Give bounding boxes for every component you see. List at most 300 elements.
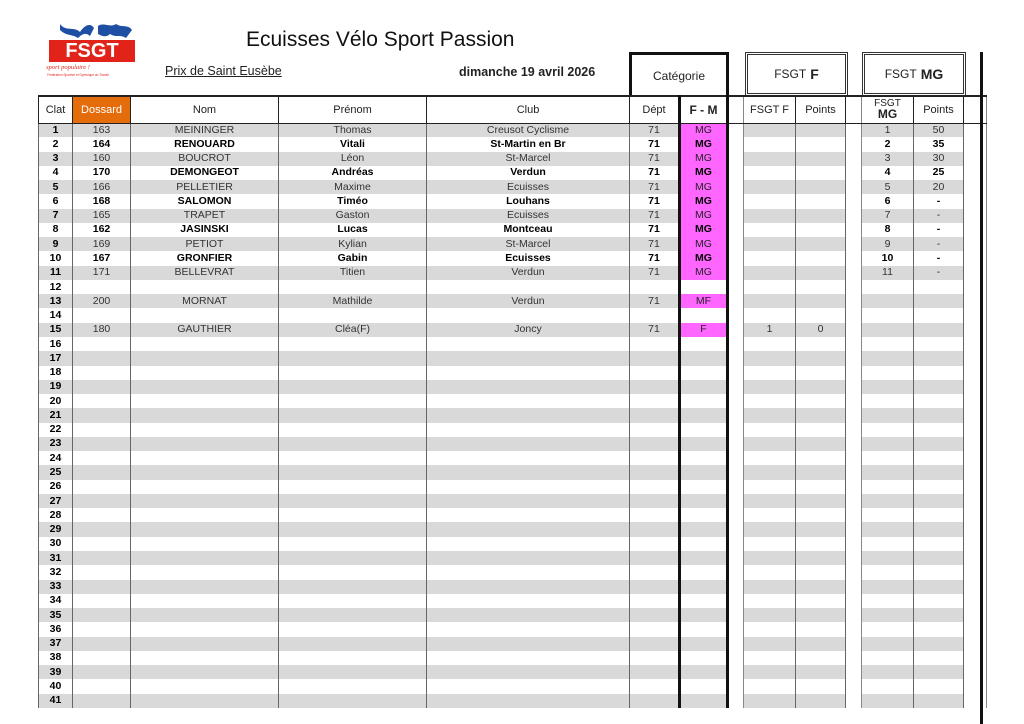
cell-dept [630, 594, 680, 608]
cell-fsgt-f [744, 166, 796, 180]
cell-club: Creusot Cyclisme [427, 123, 630, 137]
cell-dept [630, 522, 680, 536]
table-header-row [39, 96, 987, 123]
fsgt-logo-graphic [46, 20, 141, 80]
cell-gap [846, 508, 862, 522]
cell-clat: 31 [39, 551, 73, 565]
table-row [39, 123, 987, 137]
cell-nom: MEININGER [131, 123, 279, 137]
table-row [39, 423, 987, 437]
cell-dept [630, 408, 680, 422]
cell-fsgt-mg [862, 280, 914, 294]
cell-clat: 1 [39, 123, 73, 137]
cell-gap [728, 394, 744, 408]
cell-gap [964, 622, 987, 636]
table-row [39, 366, 987, 380]
col-fsgt-f: FSGT F [744, 96, 796, 123]
cell-dossard [73, 594, 131, 608]
cell-fsgt-f [744, 423, 796, 437]
cell-points-mg: - [914, 194, 964, 208]
cell-nom [131, 308, 279, 322]
cell-prenom [279, 480, 427, 494]
cell-gap [964, 180, 987, 194]
cell-points-f [796, 565, 846, 579]
cell-nom [131, 437, 279, 451]
cell-dept: 71 [630, 251, 680, 265]
cell-prenom [279, 608, 427, 622]
cell-nom [131, 508, 279, 522]
cell-points-mg: - [914, 209, 964, 223]
cell-fsgt-f [744, 137, 796, 151]
cell-points-mg: 25 [914, 166, 964, 180]
cell-fsgt-f [744, 451, 796, 465]
table-row [39, 266, 987, 280]
cell-gap [846, 522, 862, 536]
cell-points-f [796, 394, 846, 408]
cell-dossard [73, 437, 131, 451]
cell-gap [728, 565, 744, 579]
cell-gap [846, 651, 862, 665]
cell-points-mg [914, 580, 964, 594]
cell-gap [964, 366, 987, 380]
cell-gap [728, 152, 744, 166]
cell-gap [846, 152, 862, 166]
cell-nom [131, 679, 279, 693]
cell-dossard: 162 [73, 223, 131, 237]
cell-points-f [796, 437, 846, 451]
cell-prenom [279, 694, 427, 708]
col-points-mg: Points [914, 96, 964, 123]
cell-cat [680, 522, 728, 536]
cell-club [427, 594, 630, 608]
cell-clat: 25 [39, 465, 73, 479]
cell-gap [728, 308, 744, 322]
cell-cat: MG [680, 209, 728, 223]
cell-prenom: Thomas [279, 123, 427, 137]
cell-club [427, 308, 630, 322]
cell-points-f [796, 251, 846, 265]
cell-gap [846, 408, 862, 422]
cell-fsgt-mg [862, 294, 914, 308]
cell-gap [964, 508, 987, 522]
cell-gap [728, 194, 744, 208]
cell-gap [846, 423, 862, 437]
cell-cat: MF [680, 294, 728, 308]
table-row [39, 308, 987, 322]
cell-points-f [796, 665, 846, 679]
fsgt-f-suffix: F [810, 66, 819, 82]
cell-dossard [73, 480, 131, 494]
cell-nom: PELLETIER [131, 180, 279, 194]
cell-clat: 21 [39, 408, 73, 422]
cell-gap [964, 394, 987, 408]
cell-points-mg [914, 537, 964, 551]
cell-prenom [279, 594, 427, 608]
cell-nom: DEMONGEOT [131, 166, 279, 180]
cell-points-mg: 20 [914, 180, 964, 194]
cell-points-mg: 35 [914, 137, 964, 151]
cell-gap [846, 665, 862, 679]
cell-gap [846, 622, 862, 636]
cell-fsgt-f [744, 380, 796, 394]
cell-clat: 29 [39, 522, 73, 536]
cell-points-mg [914, 480, 964, 494]
cell-points-f [796, 223, 846, 237]
cell-club: Ecuisses [427, 209, 630, 223]
col-dossard: Dossard [73, 96, 131, 123]
cell-points-mg [914, 437, 964, 451]
cell-dossard [73, 380, 131, 394]
logo-text: FSGT [65, 40, 119, 62]
cell-cat [680, 465, 728, 479]
cell-points-mg: - [914, 266, 964, 280]
categorie-header [629, 52, 729, 96]
cell-club [427, 608, 630, 622]
fsgt-mg-suffix: MG [920, 66, 944, 82]
col-gap-3 [964, 96, 987, 123]
cell-club: St-Martin en Br [427, 137, 630, 151]
cell-dossard [73, 366, 131, 380]
cell-gap [846, 480, 862, 494]
cell-nom [131, 637, 279, 651]
cell-points-f [796, 679, 846, 693]
cell-nom: BOUCROT [131, 152, 279, 166]
table-row [39, 351, 987, 365]
table-row [39, 408, 987, 422]
cell-points-mg [914, 679, 964, 693]
cell-clat: 16 [39, 337, 73, 351]
cell-points-f [796, 280, 846, 294]
cell-club [427, 694, 630, 708]
cell-club: Verdun [427, 166, 630, 180]
cell-points-f [796, 337, 846, 351]
cell-clat: 20 [39, 394, 73, 408]
cell-dept [630, 351, 680, 365]
cell-gap [728, 423, 744, 437]
cell-cat: F [680, 323, 728, 337]
cell-fsgt-f [744, 180, 796, 194]
cell-points-f [796, 209, 846, 223]
cell-clat: 10 [39, 251, 73, 265]
cell-gap [964, 679, 987, 693]
cell-gap [846, 180, 862, 194]
cell-points-f [796, 494, 846, 508]
cell-gap [846, 137, 862, 151]
cell-gap [846, 323, 862, 337]
cell-gap [728, 380, 744, 394]
cell-cat: MG [680, 194, 728, 208]
cell-dept [630, 508, 680, 522]
col-fsgt-mg [862, 96, 914, 123]
cell-points-mg [914, 323, 964, 337]
table-row [39, 209, 987, 223]
cell-clat: 34 [39, 594, 73, 608]
cell-cat: MG [680, 180, 728, 194]
table-row [39, 223, 987, 237]
cell-gap [964, 223, 987, 237]
cell-gap [728, 137, 744, 151]
cell-dossard: 169 [73, 237, 131, 251]
cell-gap [728, 408, 744, 422]
cell-dept [630, 280, 680, 294]
col-prenom: Prénom [279, 96, 427, 123]
cell-club [427, 380, 630, 394]
cell-dossard [73, 679, 131, 693]
cell-fsgt-f [744, 594, 796, 608]
cell-cat [680, 494, 728, 508]
cell-gap [728, 337, 744, 351]
cell-clat: 36 [39, 622, 73, 636]
cell-nom: PETIOT [131, 237, 279, 251]
cell-gap [728, 622, 744, 636]
cell-prenom: Timéo [279, 194, 427, 208]
cell-points-mg: 30 [914, 152, 964, 166]
cell-club [427, 679, 630, 693]
cell-gap [728, 223, 744, 237]
cell-clat: 32 [39, 565, 73, 579]
cell-prenom: Maxime [279, 180, 427, 194]
cell-fsgt-mg [862, 380, 914, 394]
results-body [39, 123, 987, 708]
cell-fsgt-mg: 2 [862, 137, 914, 151]
cell-gap [846, 251, 862, 265]
cell-cat: MG [680, 152, 728, 166]
cell-club [427, 366, 630, 380]
cell-dept [630, 337, 680, 351]
cell-club: St-Marcel [427, 152, 630, 166]
fsgt-f-header [745, 52, 848, 96]
table-row [39, 251, 987, 265]
cell-nom [131, 665, 279, 679]
cell-fsgt-f [744, 622, 796, 636]
cell-fsgt-f [744, 251, 796, 265]
cell-gap [846, 351, 862, 365]
cell-fsgt-mg: 3 [862, 152, 914, 166]
cell-dept [630, 366, 680, 380]
cell-clat: 18 [39, 366, 73, 380]
cell-fsgt-f: 1 [744, 323, 796, 337]
cell-fsgt-f [744, 223, 796, 237]
cell-dossard: 164 [73, 137, 131, 151]
cell-fsgt-mg: 1 [862, 123, 914, 137]
cell-gap [846, 551, 862, 565]
cell-gap [964, 351, 987, 365]
cell-gap [728, 665, 744, 679]
cell-gap [846, 394, 862, 408]
cell-clat: 11 [39, 266, 73, 280]
cell-prenom [279, 522, 427, 536]
cell-points-mg [914, 308, 964, 322]
cell-points-mg [914, 694, 964, 708]
cell-dept [630, 308, 680, 322]
cell-points-f [796, 480, 846, 494]
cell-gap [728, 580, 744, 594]
cell-nom [131, 451, 279, 465]
table-row [39, 594, 987, 608]
cell-gap [964, 608, 987, 622]
cell-dept [630, 394, 680, 408]
cell-dossard [73, 608, 131, 622]
cell-points-f [796, 622, 846, 636]
cell-gap [846, 294, 862, 308]
cell-points-f [796, 366, 846, 380]
cell-fsgt-mg [862, 394, 914, 408]
col-fm: F - M [680, 96, 728, 123]
cell-fsgt-f [744, 394, 796, 408]
race-date: dimanche 19 avril 2026 [459, 65, 596, 79]
cell-gap [728, 294, 744, 308]
cell-gap [964, 565, 987, 579]
table-row [39, 508, 987, 522]
cell-nom: GRONFIER [131, 251, 279, 265]
cell-points-mg: - [914, 237, 964, 251]
col-fsgt-mg-line2: MG [877, 107, 898, 122]
cell-gap [964, 237, 987, 251]
cell-clat: 22 [39, 423, 73, 437]
cell-fsgt-f [744, 651, 796, 665]
table-row [39, 522, 987, 536]
cell-fsgt-f [744, 280, 796, 294]
cell-gap [964, 480, 987, 494]
cell-prenom: Titien [279, 266, 427, 280]
cell-gap [728, 651, 744, 665]
cell-gap [728, 522, 744, 536]
cell-prenom [279, 622, 427, 636]
cell-points-mg [914, 665, 964, 679]
cell-fsgt-mg [862, 351, 914, 365]
cell-fsgt-mg: 6 [862, 194, 914, 208]
cell-gap [964, 551, 987, 565]
cell-gap [728, 637, 744, 651]
cell-gap [964, 694, 987, 708]
cell-gap [846, 280, 862, 294]
cell-gap [964, 594, 987, 608]
table-row [39, 194, 987, 208]
cell-gap [846, 437, 862, 451]
cell-fsgt-f [744, 152, 796, 166]
cell-points-f [796, 608, 846, 622]
cell-fsgt-f [744, 694, 796, 708]
cell-gap [964, 308, 987, 322]
cell-gap [846, 694, 862, 708]
cell-clat: 2 [39, 137, 73, 151]
table-row [39, 665, 987, 679]
cell-prenom [279, 280, 427, 294]
cell-points-mg [914, 651, 964, 665]
table-row [39, 637, 987, 651]
table-row [39, 380, 987, 394]
cell-points-f [796, 580, 846, 594]
cell-points-mg [914, 637, 964, 651]
cell-prenom [279, 565, 427, 579]
cell-fsgt-mg [862, 494, 914, 508]
cell-dept: 71 [630, 123, 680, 137]
cell-cat [680, 537, 728, 551]
cell-prenom: Kylian [279, 237, 427, 251]
fsgt-mg-label: FSGT [884, 67, 917, 81]
cell-cat [680, 308, 728, 322]
cell-fsgt-mg [862, 308, 914, 322]
cell-points-mg [914, 366, 964, 380]
cell-nom [131, 408, 279, 422]
cell-clat: 24 [39, 451, 73, 465]
cell-fsgt-mg: 5 [862, 180, 914, 194]
cell-clat: 15 [39, 323, 73, 337]
cell-points-f: 0 [796, 323, 846, 337]
cell-gap [964, 323, 987, 337]
cell-club [427, 408, 630, 422]
cell-nom: BELLEVRAT [131, 266, 279, 280]
cell-clat: 26 [39, 480, 73, 494]
cell-dossard [73, 308, 131, 322]
cell-clat: 19 [39, 380, 73, 394]
cell-clat: 40 [39, 679, 73, 693]
cell-dossard [73, 465, 131, 479]
cell-fsgt-mg [862, 508, 914, 522]
cell-dept [630, 480, 680, 494]
cell-points-f [796, 637, 846, 651]
cell-points-f [796, 123, 846, 137]
cell-points-f [796, 308, 846, 322]
cell-clat: 28 [39, 508, 73, 522]
cell-dossard: 200 [73, 294, 131, 308]
cell-points-mg: - [914, 251, 964, 265]
cell-gap [846, 166, 862, 180]
cell-points-mg [914, 465, 964, 479]
cell-gap [846, 223, 862, 237]
col-nom: Nom [131, 96, 279, 123]
table-row [39, 551, 987, 565]
cell-cat: MG [680, 223, 728, 237]
cell-gap [846, 494, 862, 508]
cell-nom [131, 351, 279, 365]
cell-dept [630, 580, 680, 594]
cell-gap [728, 180, 744, 194]
cell-dossard [73, 280, 131, 294]
cell-prenom [279, 351, 427, 365]
cell-prenom [279, 408, 427, 422]
table-row [39, 465, 987, 479]
cell-fsgt-mg [862, 337, 914, 351]
cell-dossard [73, 337, 131, 351]
cell-clat: 33 [39, 580, 73, 594]
table-row [39, 166, 987, 180]
cell-nom [131, 480, 279, 494]
col-clat: Clat [39, 96, 73, 123]
cell-points-f [796, 465, 846, 479]
cell-fsgt-f [744, 494, 796, 508]
cell-clat: 23 [39, 437, 73, 451]
cell-clat: 37 [39, 637, 73, 651]
cell-club [427, 551, 630, 565]
table-row [39, 580, 987, 594]
cell-gap [728, 494, 744, 508]
cell-dossard [73, 651, 131, 665]
cell-prenom: Léon [279, 152, 427, 166]
cell-gap [728, 323, 744, 337]
cell-cat [680, 366, 728, 380]
cell-points-f [796, 522, 846, 536]
cell-dossard [73, 408, 131, 422]
cell-prenom [279, 380, 427, 394]
cell-clat: 8 [39, 223, 73, 237]
cell-dossard [73, 622, 131, 636]
cell-fsgt-f [744, 580, 796, 594]
cell-prenom [279, 465, 427, 479]
cell-club: Montceau [427, 223, 630, 237]
cell-gap [964, 580, 987, 594]
cell-points-mg [914, 337, 964, 351]
